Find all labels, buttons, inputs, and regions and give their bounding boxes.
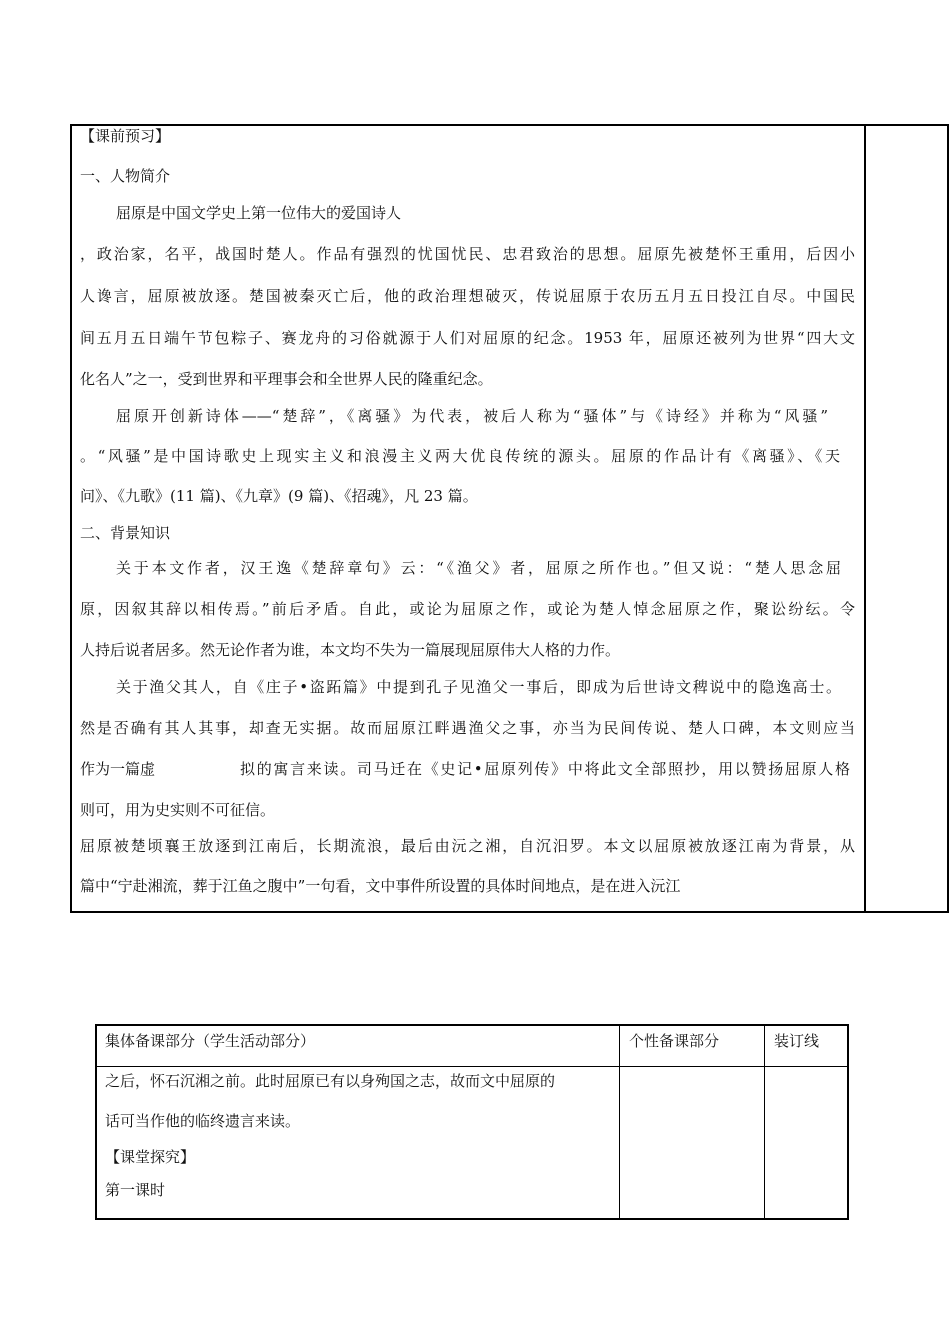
paragraph-line: 则可，用为史实则不可征信。 (80, 801, 276, 819)
paragraph-line: 问》、《九歌》(11 篇)、《九章》(9 篇)、《招魂》，凡 23 篇。 (80, 487, 478, 505)
section-header-preview: 【课前预习】 (80, 127, 171, 145)
column-header-binding: 装订线 (774, 1032, 820, 1050)
paragraph-line: 拟的寓言来读。司马迁在《史记•屈原列传》中将此文全部照抄，用以赞扬屈原人格 (240, 760, 850, 778)
column-header-personal: 个性备课部分 (629, 1032, 720, 1050)
section-header-exploration: 【课堂探究】 (105, 1148, 196, 1166)
paragraph-line: 屈原开创新诗体——“楚辞”，《离骚》为代表，被后人称为“骚体”与《诗经》并称为“风骚” (116, 407, 828, 425)
paragraph-line: 屈原被楚顷襄王放逐到江南后，长期流浪，最后由沅之湘，自沉汨罗。本文以屈原被放逐江南为背景，从 (80, 837, 855, 855)
section-title-biography: 一、人物简介 (80, 167, 171, 185)
paragraph-line: 。“风骚”是中国诗歌史上现实主义和浪漫主义两大优良传统的源头。屈原的作品计有《离骚》、《天 (80, 447, 840, 465)
paragraph-line: 篇中“宁赴湘流，葬于江鱼之腹中”一句看，文中事件所设置的具体时间地点，是在进入沅江 (80, 877, 681, 895)
paragraph-line: 作为一篇虚 (80, 760, 156, 778)
column-divider (864, 126, 866, 911)
paragraph-line: 然是否确有其人其事，却查无实据。故而屈原江畔遇渔父之事，亦当为民间传说、楚人口碑，本文则应当 (80, 719, 855, 737)
paragraph-line: 间五月五日端午节包粽子、赛龙舟的习俗就源于人们对屈原的纪念。1953 年，屈原还被列为世界“四大文 (80, 329, 855, 347)
paragraph-line: 关于渔父其人，自《庄子•盗跖篇》中提到孔子见渔父一事后，即成为后世诗文稗说中的隐逸高士。 (116, 678, 841, 696)
lesson-plan-table (95, 1024, 849, 1220)
column-header-collective: 集体备课部分（学生活动部分） (105, 1032, 316, 1050)
preview-table (70, 124, 949, 913)
paragraph-line: 人持后说者居多。然无论作者为谁，本文均不失为一篇展现屈原伟大人格的力作。 (80, 641, 621, 659)
paragraph-line: 屈原是中国文学史上第一位伟大的爱国诗人 (116, 204, 402, 222)
paragraph-line: 关于本文作者，汉王逸《楚辞章句》云：“《渔父》者，屈原之所作也。”但又说：“楚人思念屈 (116, 559, 841, 577)
paragraph-line: 之后，怀石沉湘之前。此时屈原已有以身殉国之志，故而文中屈原的 (105, 1072, 556, 1090)
section-title-background: 二、背景知识 (80, 524, 171, 542)
paragraph-line: 化名人”之一，受到世界和平理事会和全世界人民的隆重纪念。 (80, 370, 493, 388)
lesson-label: 第一课时 (105, 1181, 166, 1199)
column-divider (764, 1026, 765, 1218)
header-divider (97, 1066, 847, 1067)
paragraph-line: 话可当作他的临终遗言来读。 (105, 1112, 301, 1130)
paragraph-line: 人谗言，屈原被放逐。楚国被秦灭亡后，他的政治理想破灭，传说屈原于农历五月五日投江自尽。中国民 (80, 287, 855, 305)
paragraph-line: 原，因叙其辞以相传焉。”前后矛盾。自此，或论为屈原之作，或论为楚人悼念屈原之作，聚讼纷纭。令 (80, 600, 855, 618)
column-divider (619, 1026, 620, 1218)
paragraph-line: ，政治家，名平，战国时楚人。作品有强烈的忧国忧民、忠君致治的思想。屈原先被楚怀王重用，后因小 (80, 245, 855, 263)
